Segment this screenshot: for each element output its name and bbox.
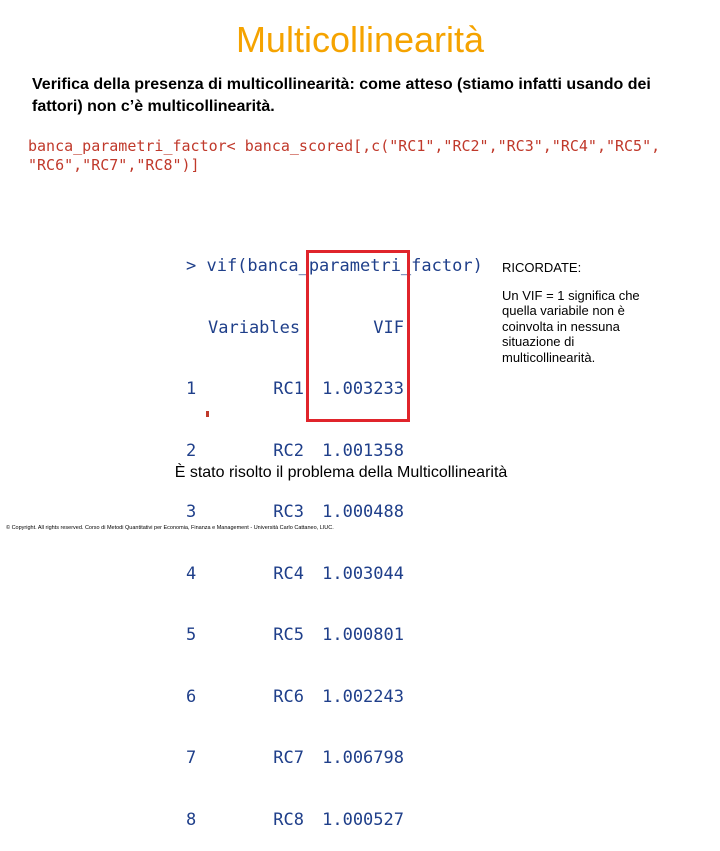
- reminder-body: Un VIF = 1 significa che quella variabile non è coinvolta in nessuna situazione di multicollinearità.: [502, 287, 640, 365]
- row-vif: 1.001358: [322, 440, 404, 461]
- vif-highlight-box: [306, 250, 410, 422]
- row-index: 5: [186, 625, 197, 645]
- row-index: 1: [186, 379, 197, 399]
- console-row: [186, 810, 483, 831]
- row-variable: RC8: [273, 809, 304, 830]
- console-row: [186, 502, 483, 523]
- row-vif: 1.000527: [322, 809, 404, 830]
- row-vif: 1.002243: [322, 686, 404, 707]
- row-variable: RC1: [273, 379, 304, 399]
- conclusion-label: È stato risolto il problema della Multicollinearità: [174, 464, 508, 481]
- row-vif: 1.003233: [322, 379, 404, 399]
- row-index: 3: [186, 502, 197, 522]
- console-row: [186, 564, 483, 585]
- row-vif: 1.000801: [322, 625, 404, 645]
- row-vif: 1.006798: [322, 748, 404, 768]
- row-index: 7: [186, 748, 197, 768]
- header-vif: VIF: [373, 317, 404, 338]
- intro-text: Verifica della presenza di multicollinearità: come atteso (stiamo infatti usando dei fattori) non c’è multicollinearità.: [32, 76, 651, 115]
- row-variable: RC6: [273, 686, 304, 707]
- row-index: 2: [186, 440, 197, 461]
- row-variable: RC2: [273, 440, 304, 461]
- console-row: [186, 687, 483, 708]
- code-line-1: banca_parametri_factor< banca_scored[,c("RC1","RC2","RC3","RC4","RC5",: [28, 137, 661, 155]
- console-command: > vif(banca_parametri_factor): [186, 256, 483, 276]
- slide-title: Multicollinearità: [235, 19, 485, 60]
- row-vif: 1.000488: [322, 502, 404, 522]
- row-variable: RC3: [273, 502, 304, 522]
- cursor-mark: [206, 411, 209, 417]
- console-row: [186, 441, 483, 462]
- console-row: [186, 625, 483, 646]
- reminder-note: [502, 260, 662, 365]
- row-vif: 1.003044: [322, 563, 404, 584]
- header-variables: Variables: [208, 317, 301, 338]
- reminder-heading: RICORDATE:: [502, 260, 582, 275]
- console-row: [186, 748, 483, 769]
- row-variable: RC5: [273, 625, 304, 645]
- row-variable: RC4: [273, 563, 304, 584]
- row-index: 8: [186, 809, 197, 830]
- copyright-footer: © Copyright. All rights reserved. Corso di Metodi Quantitativi per Economia, Finanza e Management - Università Carlo Cattaneo, LIUC.: [6, 525, 334, 531]
- row-index: 4: [186, 563, 197, 584]
- row-variable: RC7: [273, 748, 304, 768]
- code-line-2: "RC6","RC7","RC8")]: [28, 156, 200, 174]
- row-index: 6: [186, 686, 197, 707]
- conclusion-text: [0, 464, 668, 482]
